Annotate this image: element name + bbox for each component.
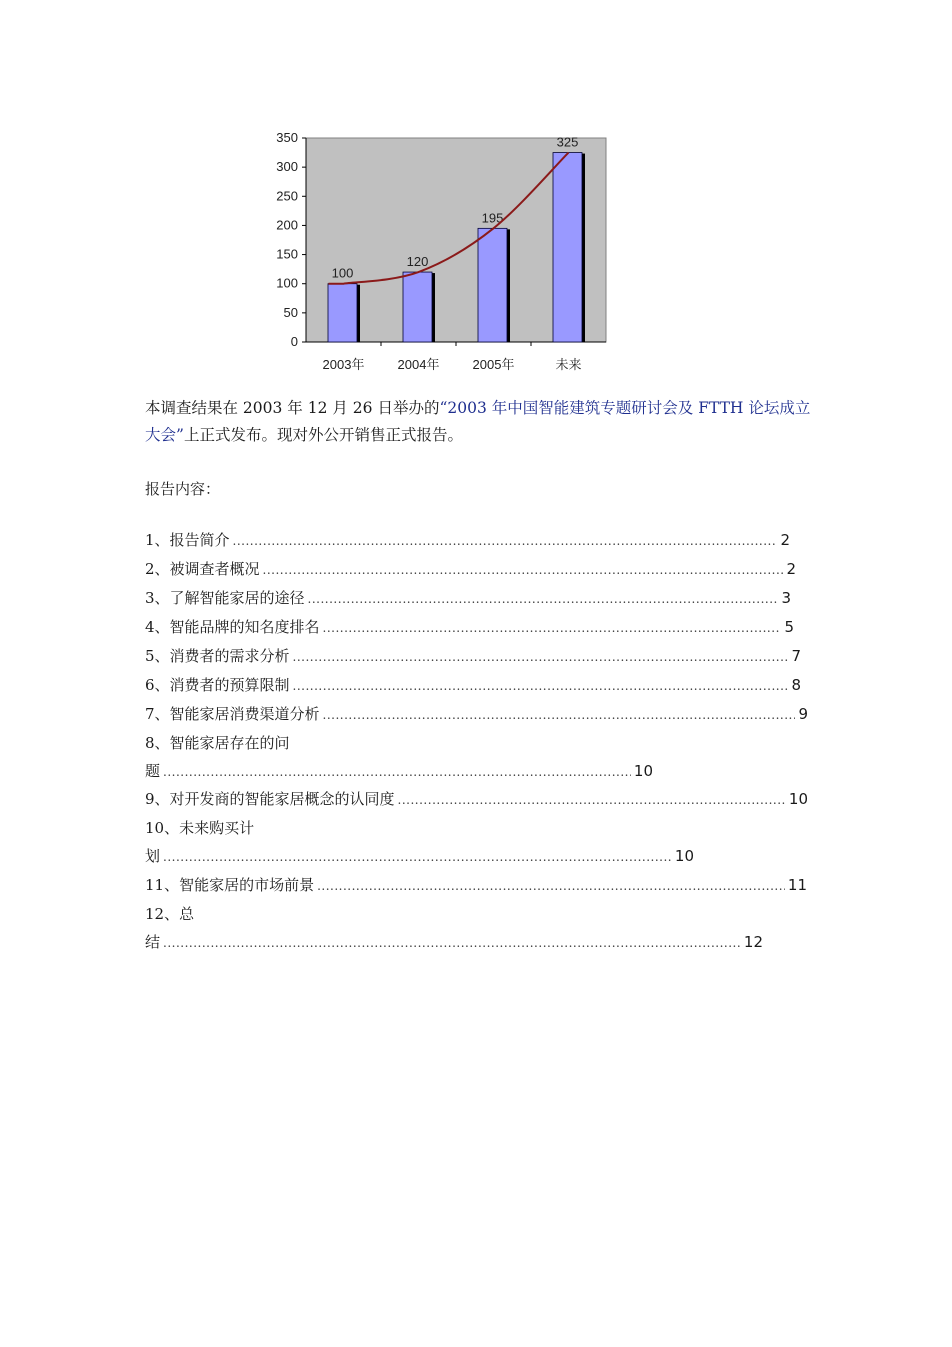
toc-entry-4 — [145, 616, 794, 638]
toc-entry-8 — [145, 760, 653, 782]
bar — [403, 272, 432, 342]
data-label: 325 — [556, 134, 579, 150]
bar-chart — [255, 125, 625, 385]
x-tick-label: 2005年 — [472, 357, 515, 372]
toc-entry-2 — [145, 558, 796, 580]
intro-text-2: 上正式发布。现对外公开销售正式报告。 — [183, 426, 463, 444]
y-tick-label: 0 — [290, 334, 298, 349]
toc-entry-label: 11、智能家居的市场前景 — [145, 876, 315, 894]
toc-entry-7 — [145, 703, 808, 725]
toc-entry-page: 7 — [791, 647, 801, 665]
toc-entry-11 — [145, 874, 807, 896]
data-label: 100 — [331, 265, 354, 281]
y-tick-label: 350 — [276, 130, 298, 145]
toc-entry-page: 2 — [786, 560, 796, 578]
bar — [553, 153, 582, 342]
x-tick-label: 2004年 — [397, 357, 440, 372]
toc-entry-page: 2 — [780, 531, 790, 549]
toc-entry-label: 7、智能家居消费渠道分析 — [145, 705, 320, 723]
toc-entry-12-line1: 12、总 — [145, 905, 195, 923]
toc-entry-page: 12 — [743, 933, 763, 951]
bar — [478, 228, 507, 342]
toc-entry-12 — [145, 931, 763, 953]
toc-entry-page: 8 — [791, 676, 801, 694]
toc-entry-1 — [145, 529, 790, 551]
toc-entry-page: 10 — [788, 790, 808, 808]
toc-entry-label: 划 — [145, 847, 161, 865]
y-tick-label: 50 — [283, 304, 298, 320]
y-tick-label: 250 — [276, 188, 298, 204]
intro-event-name: “2003 年中国智能建筑专题研讨会及 FTTH 论坛成立大会” — [145, 399, 811, 444]
x-tick-label: 未来 — [555, 357, 582, 372]
toc-entry-5 — [145, 645, 801, 667]
data-label: 120 — [406, 254, 429, 270]
intro-paragraph — [145, 395, 825, 449]
toc-entry-3 — [145, 587, 791, 609]
x-tick-label: 2003年 — [322, 357, 365, 372]
intro-text-1: 本调查结果在 2003 年 12 月 26 日举办的 — [145, 399, 440, 417]
toc-entry-page: 9 — [798, 705, 808, 723]
y-tick-label: 150 — [276, 246, 298, 262]
toc-entry-page: 5 — [784, 618, 794, 636]
data-label: 195 — [481, 210, 504, 226]
toc-entry-label: 3、了解智能家居的途径 — [145, 589, 305, 607]
toc-entry-10 — [145, 845, 694, 867]
y-tick-label: 200 — [276, 217, 298, 233]
toc-entry-label: 6、消费者的预算限制 — [145, 676, 290, 694]
toc-entry-label: 5、消费者的需求分析 — [145, 647, 290, 665]
toc-entry-8-line1: 8、智能家居存在的问 — [145, 734, 290, 752]
toc-entry-page: 10 — [674, 847, 694, 865]
toc-heading: 报告内容： — [145, 480, 221, 498]
y-tick-label: 100 — [276, 275, 298, 291]
y-tick-label: 300 — [276, 159, 298, 175]
toc-entry-label: 结 — [145, 933, 161, 951]
toc-entry-page: 3 — [781, 589, 791, 607]
bar — [328, 284, 357, 342]
toc-entry-label: 4、智能品牌的知名度排名 — [145, 618, 320, 636]
toc-entry-9 — [145, 788, 808, 810]
toc-entry-label: 9、对开发商的智能家居概念的认同度 — [145, 790, 395, 808]
toc-entry-label: 题 — [145, 762, 161, 780]
toc-entry-page: 10 — [633, 762, 653, 780]
toc-entry-label: 1、报告简介 — [145, 531, 230, 549]
toc-entry-label: 2、被调查者概况 — [145, 560, 260, 578]
toc-entry-page: 11 — [787, 876, 807, 894]
toc-entry-10-line1: 10、未来购买计 — [145, 819, 255, 837]
toc-entry-6 — [145, 674, 801, 696]
